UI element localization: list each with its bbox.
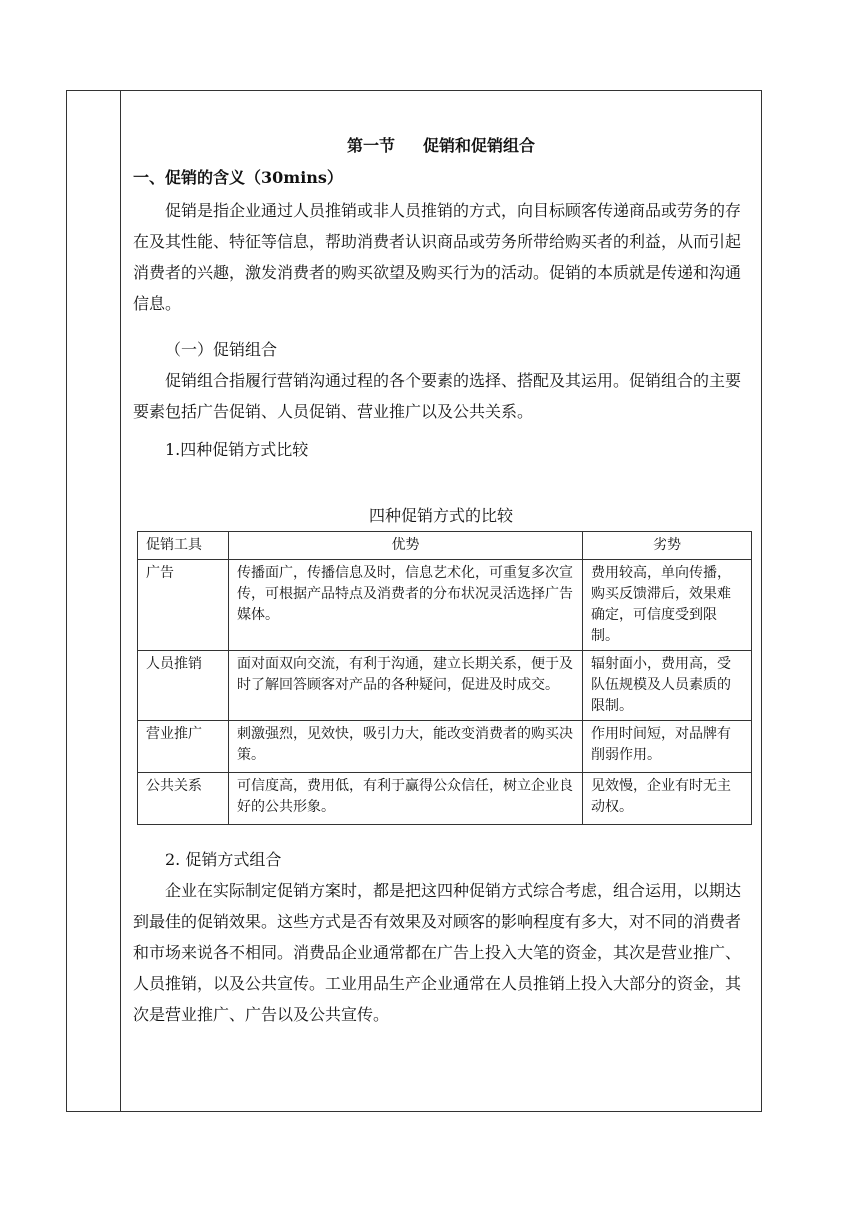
cell-advantage: 可信度高，费用低，有利于赢得公众信任，树立企业良好的公共形象。 (229, 773, 583, 825)
cell-disadvantage: 费用较高，单向传播，购买反馈滞后，效果难确定，可信度受到限制。 (583, 560, 752, 651)
cell-tool: 营业推广 (138, 721, 229, 773)
subheading-comparison: 1.四种促销方式比较 (165, 440, 309, 459)
table-row (138, 560, 752, 651)
table-row (138, 773, 752, 825)
section-number: 第一节 (346, 136, 395, 155)
header-disadvantage: 劣势 (583, 532, 752, 560)
table-title: 四种促销方式的比较 (368, 506, 513, 525)
table-header-row (138, 532, 752, 560)
paragraph-mix-definition: 促销组合指履行营销沟通过程的各个要素的选择、搭配及其运用。促销组合的主要要素包括广告促销、人员促销、营业推广以及公共关系。 (133, 371, 742, 421)
table-row (138, 651, 752, 721)
cell-disadvantage: 见效慢，企业有时无主动权。 (583, 773, 752, 825)
cell-tool: 人员推销 (138, 651, 229, 721)
subheading-promotion-mix: （一）促销组合 (165, 340, 278, 359)
cell-advantage: 刺激强烈，见效快，吸引力大，能改变消费者的购买决策。 (229, 721, 583, 773)
left-column (67, 91, 121, 1111)
cell-disadvantage: 作用时间短，对品牌有削弱作用。 (583, 721, 752, 773)
page-frame (66, 90, 762, 1112)
section-name: 促销和促销组合 (423, 136, 536, 155)
header-advantage: 优势 (229, 532, 583, 560)
cell-disadvantage: 辐射面小，费用高，受队伍规模及人员素质的限制。 (583, 651, 752, 721)
cell-tool: 公共关系 (138, 773, 229, 825)
paragraph-mix-combination: 企业在实际制定促销方案时，都是把这四种促销方式综合考虑，组合运用，以期达到最佳的促销效果。这些方式是否有效果及对顾客的影响程度有多大，对不同的消费者和市场来说各不相同。消费品企业通常都在广告上投入大笔的资金，其次是营业推广、人员推销，以及公共宣传。工业用品生产企业通常在人员推销上投入大部分的资金，其次是营业推广、广告以及公共宣传。 (133, 881, 742, 1024)
cell-advantage: 传播面广，传播信息及时，信息艺术化，可重复多次宣传，可根据产品特点及消费者的分布状况灵活选择广告媒体。 (229, 560, 583, 651)
table-row (138, 721, 752, 773)
content-area (121, 91, 761, 1111)
subheading-mix-combination: 2. 促销方式组合 (165, 850, 282, 869)
paragraph-definition: 促销是指企业通过人员推销或非人员推销的方式，向目标顾客传递商品或劳务的存在及其性能、特征等信息，帮助消费者认识商品或劳务所带给购买者的利益，从而引起消费者的兴趣，激发消费者的购买欲望及购买行为的活动。促销的本质就是传递和沟通信息。 (133, 201, 742, 313)
header-tool: 促销工具 (138, 532, 229, 560)
comparison-table (137, 531, 752, 825)
cell-advantage: 面对面双向交流，有利于沟通，建立长期关系，便于及时了解回答顾客对产品的各种疑问，促进及时成交。 (229, 651, 583, 721)
cell-tool: 广告 (138, 560, 229, 651)
heading-promotion-meaning: 一、促销的含义（30mins） (133, 168, 343, 187)
section-title (121, 133, 761, 156)
